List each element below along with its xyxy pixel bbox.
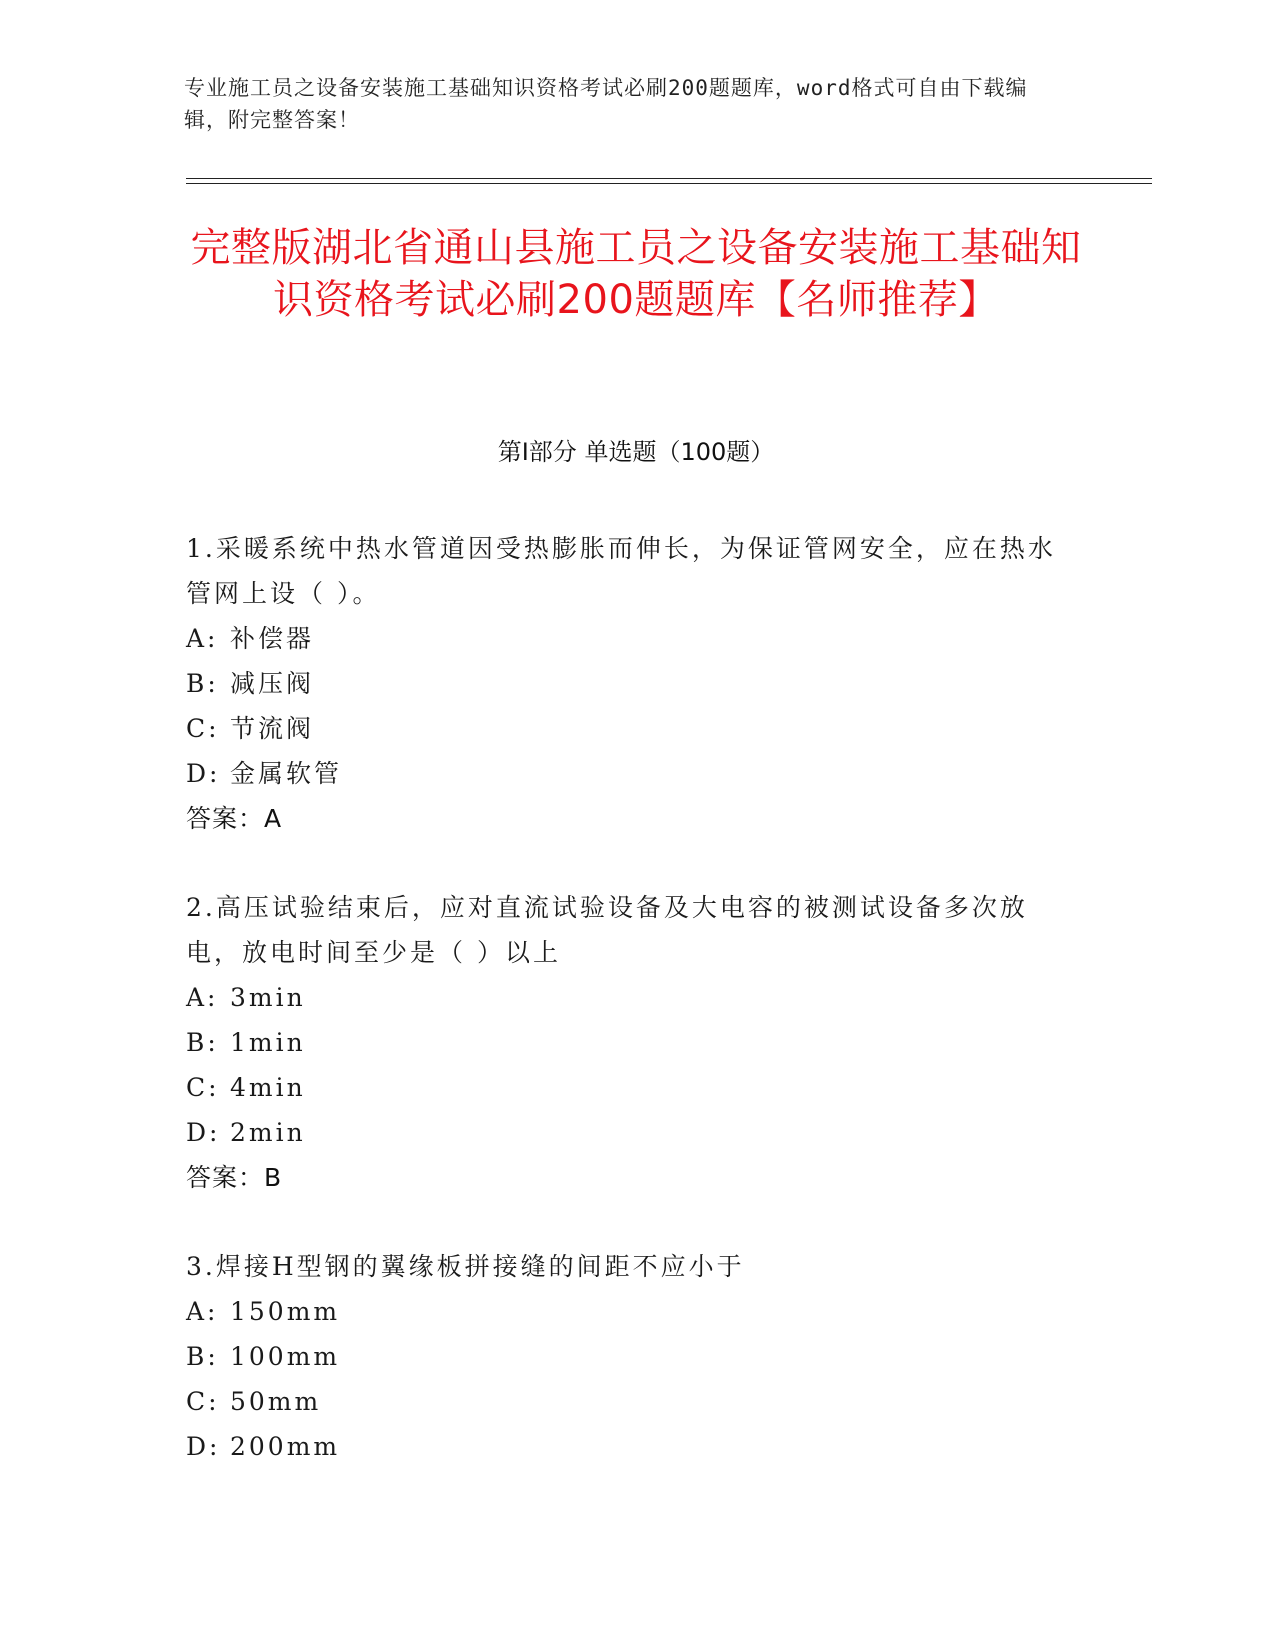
- option-c: [186, 706, 1066, 751]
- option-letter: D:: [186, 1432, 221, 1461]
- option-text: 100mm: [230, 1342, 341, 1371]
- option-c: [186, 1379, 1066, 1424]
- option-a: [186, 975, 1066, 1020]
- option-a: [186, 1289, 1066, 1334]
- header-note: 专业施工员之设备安装施工基础知识资格考试必刷200题题库，word格式可自由下载编辑，附完整答案！: [184, 76, 1028, 132]
- answer-value: B: [264, 1163, 283, 1192]
- answer-line: [186, 796, 1066, 841]
- option-d: [186, 1424, 1066, 1469]
- option-letter: B:: [186, 1342, 219, 1371]
- option-text: 金属软管: [230, 759, 343, 788]
- option-a: [186, 616, 1066, 661]
- question-stem: 2.高压试验结束后，应对直流试验设备及大电容的被测试设备多次放电，放电时间至少是（ ）以上: [186, 893, 1028, 967]
- header-divider-bottom: [186, 183, 1152, 184]
- option-text: 200mm: [230, 1432, 341, 1461]
- option-letter: D:: [186, 1118, 221, 1147]
- option-letter: A:: [186, 1297, 219, 1326]
- answer-line: [186, 1155, 1066, 1200]
- option-letter: D:: [186, 759, 221, 788]
- question-3: [186, 1244, 1066, 1469]
- option-text: 4min: [230, 1073, 306, 1102]
- question-2: [186, 885, 1066, 1200]
- option-letter: C:: [186, 714, 220, 743]
- option-text: 50mm: [230, 1387, 322, 1416]
- option-letter: B:: [186, 1028, 219, 1057]
- option-text: 减压阀: [230, 669, 315, 698]
- question-1: [186, 526, 1066, 841]
- answer-label: 答案：: [186, 1163, 265, 1192]
- option-text: 节流阀: [230, 714, 315, 743]
- option-letter: C:: [186, 1073, 220, 1102]
- option-text: 2min: [230, 1118, 306, 1147]
- option-text: 补偿器: [230, 624, 315, 653]
- question-stem: 1.采暖系统中热水管道因受热膨胀而伸长，为保证管网安全，应在热水管网上设（ ）。: [186, 534, 1056, 608]
- option-c: [186, 1065, 1066, 1110]
- option-letter: B:: [186, 669, 219, 698]
- document-title: 完整版湖北省通山县施工员之设备安装施工基础知识资格考试必刷200题题库【名师推荐】: [190, 225, 1082, 323]
- option-text: 1min: [230, 1028, 306, 1057]
- answer-label: 答案：: [186, 804, 265, 833]
- option-b: [186, 1334, 1066, 1379]
- option-b: [186, 1020, 1066, 1065]
- section-title: 第Ⅰ部分 单选题（100题）: [497, 438, 775, 466]
- question-list: [186, 526, 1066, 1513]
- header-divider-top: [186, 178, 1152, 179]
- option-text: 150mm: [230, 1297, 341, 1326]
- option-letter: A:: [186, 983, 219, 1012]
- option-letter: C:: [186, 1387, 220, 1416]
- option-d: [186, 1110, 1066, 1155]
- option-text: 3min: [230, 983, 306, 1012]
- option-d: [186, 751, 1066, 796]
- answer-value: A: [264, 804, 283, 833]
- question-stem: 3.焊接H型钢的翼缘板拼接缝的间距不应小于: [186, 1252, 745, 1281]
- option-letter: A:: [186, 624, 219, 653]
- option-b: [186, 661, 1066, 706]
